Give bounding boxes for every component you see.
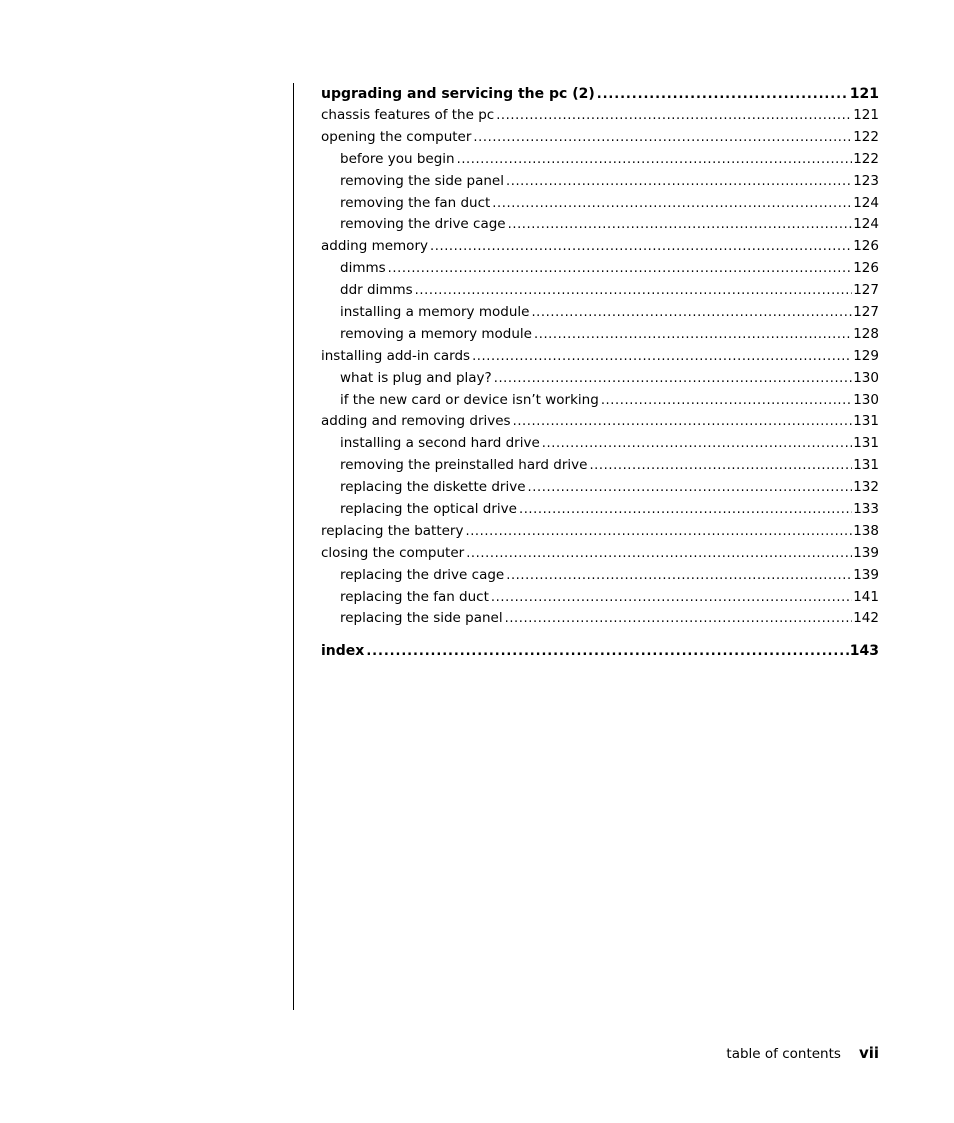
dot-leader	[534, 324, 852, 346]
toc-entry[interactable]	[321, 433, 879, 455]
toc-entry-title: replacing the side panel	[340, 610, 503, 627]
toc-entry-title: closing the computer	[321, 544, 465, 561]
toc-entry-page: 143	[849, 643, 879, 660]
toc-entry-page: 126	[853, 260, 879, 277]
footer-page-number: vii	[858, 1044, 879, 1062]
toc-entry-title: replacing the fan duct	[340, 588, 489, 605]
toc-entry-title: dimms	[340, 260, 386, 277]
toc-entry-page: 122	[853, 128, 879, 145]
toc-entry-page: 122	[853, 150, 879, 167]
toc-entry-page: 124	[853, 194, 879, 211]
page-footer	[726, 1044, 879, 1062]
dot-leader	[366, 641, 848, 663]
toc-entry[interactable]	[321, 477, 879, 499]
toc-entry[interactable]	[321, 105, 879, 127]
vertical-rule	[293, 83, 294, 1010]
toc-chapter-entry[interactable]	[321, 640, 879, 662]
toc-entry[interactable]	[321, 390, 879, 412]
toc-entry[interactable]	[321, 587, 879, 609]
toc-entry[interactable]	[321, 127, 879, 149]
toc-entry[interactable]	[321, 193, 879, 215]
toc-entry[interactable]	[321, 368, 879, 390]
toc-entry-title: ddr dimms	[340, 282, 413, 299]
toc-chapter-entry[interactable]	[321, 83, 879, 105]
toc-entry[interactable]	[321, 171, 879, 193]
toc-entry[interactable]	[321, 214, 879, 236]
dot-leader	[506, 565, 852, 587]
dot-leader	[472, 346, 852, 368]
toc-entry-title: adding and removing drives	[321, 413, 511, 430]
dot-leader	[508, 214, 853, 236]
toc-entry-title: removing the drive cage	[340, 216, 506, 233]
toc-entry-page: 130	[853, 369, 879, 386]
toc-entry-page: 121	[853, 107, 879, 123]
toc-entry-page: 131	[853, 435, 879, 452]
toc-entry-title: chassis features of the pc	[321, 107, 495, 123]
toc-entry[interactable]	[321, 543, 879, 565]
toc-entry[interactable]	[321, 258, 879, 280]
dot-leader	[473, 127, 852, 149]
dot-leader	[465, 521, 852, 543]
toc-entry-page: 132	[853, 479, 879, 496]
dot-leader	[519, 499, 852, 521]
toc-entry-title: removing a memory module	[340, 325, 532, 342]
toc-entry[interactable]	[321, 499, 879, 521]
dot-leader	[531, 302, 852, 324]
dot-leader	[430, 236, 852, 258]
toc-entry-page: 129	[853, 347, 879, 364]
toc-entry-page: 124	[853, 216, 879, 233]
footer-section-label: table of contents	[726, 1046, 841, 1062]
dot-leader	[506, 171, 852, 193]
toc-entry[interactable]	[321, 324, 879, 346]
dot-leader	[388, 258, 853, 280]
toc-entry-title: installing a second hard drive	[340, 435, 540, 452]
toc-entry-page: 126	[853, 238, 879, 255]
toc-entry[interactable]	[321, 521, 879, 543]
toc-entry-page: 131	[853, 457, 879, 474]
table-of-contents	[321, 83, 879, 662]
toc-entry[interactable]	[321, 455, 879, 477]
toc-entry-title: replacing the battery	[321, 522, 464, 539]
toc-entry-title: index	[321, 643, 365, 660]
toc-entry-title: if the new card or device isn’t working	[340, 391, 599, 408]
toc-entry-page: 141	[853, 588, 879, 605]
dot-leader	[457, 149, 853, 171]
toc-entry-page: 128	[853, 325, 879, 342]
dot-leader	[589, 455, 852, 477]
toc-entry-page: 127	[853, 282, 879, 299]
toc-entry[interactable]	[321, 565, 879, 587]
toc-entry-title: before you begin	[340, 150, 455, 167]
toc-entry-title: installing add-in cards	[321, 347, 471, 364]
dot-leader	[466, 543, 852, 565]
toc-entry-title: replacing the drive cage	[340, 566, 505, 583]
toc-entry-page: 127	[853, 304, 879, 321]
toc-entry[interactable]	[321, 280, 879, 302]
dot-leader	[528, 477, 853, 499]
toc-entry-title: removing the fan duct	[340, 194, 491, 211]
dot-leader	[496, 105, 852, 127]
toc-entry[interactable]	[321, 302, 879, 324]
dot-leader	[505, 608, 853, 630]
toc-entry-page: 139	[853, 544, 879, 561]
toc-entry[interactable]	[321, 149, 879, 171]
toc-entry-title: what is plug and play?	[340, 369, 492, 386]
toc-entry-page: 133	[853, 501, 879, 518]
toc-entry-title: replacing the optical drive	[340, 501, 517, 518]
toc-entry-page: 130	[853, 391, 879, 408]
toc-entry-page: 139	[853, 566, 879, 583]
dot-leader	[542, 433, 852, 455]
toc-entry-title: removing the side panel	[340, 172, 504, 189]
toc-entry-page: 138	[853, 522, 879, 539]
toc-entry[interactable]	[321, 346, 879, 368]
dot-leader	[492, 193, 852, 215]
dot-leader	[513, 411, 853, 433]
toc-entry[interactable]	[321, 236, 879, 258]
toc-entry[interactable]	[321, 411, 879, 433]
dot-leader	[494, 368, 853, 390]
toc-entry-title: opening the computer	[321, 128, 472, 145]
toc-entry-title: replacing the diskette drive	[340, 479, 526, 496]
dot-leader	[601, 390, 852, 412]
toc-entry[interactable]	[321, 608, 879, 630]
toc-entry-title: upgrading and servicing the pc (2)	[321, 86, 595, 102]
toc-entry-page: 131	[853, 413, 879, 430]
toc-entry-title: adding memory	[321, 238, 428, 255]
dot-leader	[415, 280, 853, 302]
dot-leader	[597, 84, 849, 106]
toc-entry-title: installing a memory module	[340, 304, 530, 321]
toc-entry-title: removing the preinstalled hard drive	[340, 457, 588, 474]
toc-entry-page: 121	[849, 86, 879, 102]
dot-leader	[491, 587, 852, 609]
toc-entry-page: 142	[853, 610, 879, 627]
toc-entry-page: 123	[853, 172, 879, 189]
